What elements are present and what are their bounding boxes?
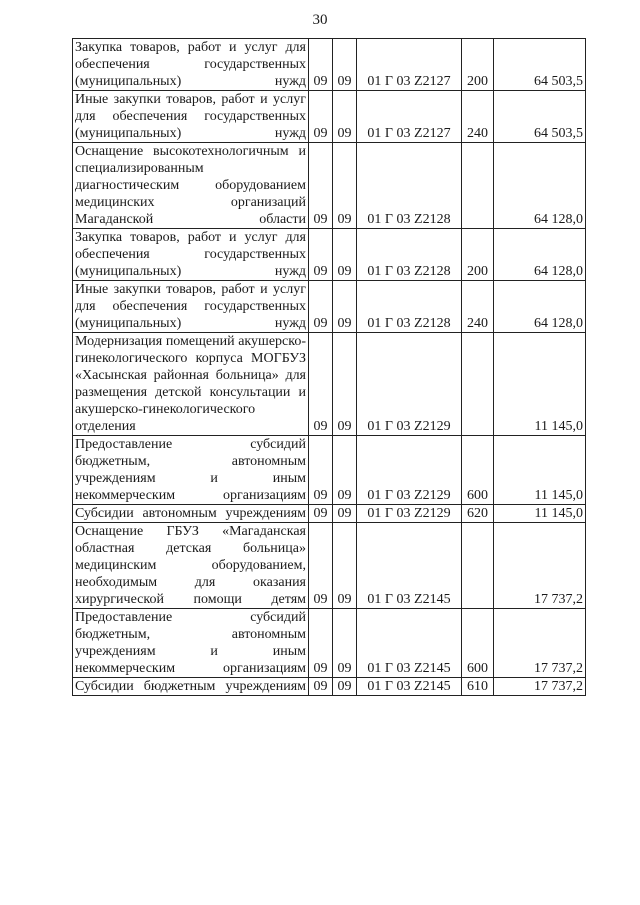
row-description	[73, 436, 309, 505]
row-description-text: Предоставление субсидий бюджетным, автономным учреждениям и иным некоммерческим организациям	[75, 610, 306, 676]
row-description	[73, 609, 309, 678]
row-subsection-code: 09	[333, 281, 357, 333]
row-subsection-code: 09	[333, 333, 357, 436]
row-expense-type: 240	[462, 91, 494, 143]
row-subsection-code: 09	[333, 678, 357, 696]
row-target-article: 01 Г 03 Z2127	[357, 39, 462, 91]
budget-table	[72, 38, 586, 696]
table-row	[73, 333, 586, 436]
row-description-text: Предоставление субсидий бюджетным, автономным учреждениям и иным некоммерческим организациям	[75, 437, 306, 503]
row-target-article: 01 Г 03 Z2145	[357, 678, 462, 696]
row-target-article: 01 Г 03 Z2129	[357, 333, 462, 436]
table-row	[73, 229, 586, 281]
row-amount: 64 128,0	[494, 281, 586, 333]
row-expense-type	[462, 523, 494, 609]
row-amount: 11 145,0	[494, 436, 586, 505]
table-row	[73, 281, 586, 333]
row-section-code: 09	[309, 333, 333, 436]
row-description-text: Закупка товаров, работ и услуг для обеспечения государственных (муниципальных) нужд	[75, 230, 306, 279]
row-subsection-code: 09	[333, 436, 357, 505]
row-subsection-code: 09	[333, 609, 357, 678]
row-section-code: 09	[309, 91, 333, 143]
row-target-article: 01 Г 03 Z2128	[357, 229, 462, 281]
row-target-article: 01 Г 03 Z2145	[357, 609, 462, 678]
row-expense-type	[462, 143, 494, 229]
row-description	[73, 229, 309, 281]
row-description-text: Оснащение высокотехнологичным и специализированным диагностическим оборудованием медицинских организаций Магаданской области	[75, 144, 306, 227]
table-row	[73, 143, 586, 229]
row-description	[73, 281, 309, 333]
row-target-article: 01 Г 03 Z2145	[357, 523, 462, 609]
row-section-code: 09	[309, 39, 333, 91]
row-description	[73, 39, 309, 91]
row-expense-type: 200	[462, 39, 494, 91]
row-expense-type: 200	[462, 229, 494, 281]
row-subsection-code: 09	[333, 229, 357, 281]
row-section-code: 09	[309, 281, 333, 333]
row-amount: 64 128,0	[494, 229, 586, 281]
row-amount: 64 503,5	[494, 39, 586, 91]
row-target-article: 01 Г 03 Z2128	[357, 281, 462, 333]
row-target-article: 01 Г 03 Z2129	[357, 436, 462, 505]
table-row	[73, 505, 586, 523]
row-description-text: Субсидии автономным учреждениям	[75, 506, 306, 521]
row-expense-type: 610	[462, 678, 494, 696]
page-number: 30	[312, 12, 328, 28]
table-row	[73, 436, 586, 505]
row-amount: 64 128,0	[494, 143, 586, 229]
row-subsection-code: 09	[333, 505, 357, 523]
table-row	[73, 678, 586, 696]
row-target-article: 01 Г 03 Z2128	[357, 143, 462, 229]
table-row	[73, 39, 586, 91]
row-description-text: Закупка товаров, работ и услуг для обеспечения государственных (муниципальных) нужд	[75, 40, 306, 89]
row-section-code: 09	[309, 609, 333, 678]
row-section-code: 09	[309, 523, 333, 609]
row-subsection-code: 09	[333, 91, 357, 143]
row-section-code: 09	[309, 229, 333, 281]
row-amount: 64 503,5	[494, 91, 586, 143]
row-section-code: 09	[309, 436, 333, 505]
row-description	[73, 678, 309, 696]
row-section-code: 09	[309, 505, 333, 523]
row-subsection-code: 09	[333, 143, 357, 229]
row-target-article: 01 Г 03 Z2127	[357, 91, 462, 143]
row-amount: 17 737,2	[494, 523, 586, 609]
row-description-text: Субсидии бюджетным учреждениям	[75, 679, 306, 694]
budget-table-body	[73, 39, 586, 696]
table-row	[73, 609, 586, 678]
table-row	[73, 91, 586, 143]
row-description	[73, 91, 309, 143]
row-amount: 17 737,2	[494, 678, 586, 696]
row-description-text: Иные закупки товаров, работ и услуг для обеспечения государственных (муниципальных) нужд	[75, 92, 306, 141]
row-expense-type	[462, 333, 494, 436]
row-description	[73, 505, 309, 523]
row-amount: 11 145,0	[494, 333, 586, 436]
row-section-code: 09	[309, 678, 333, 696]
row-amount: 17 737,2	[494, 609, 586, 678]
table-row	[73, 523, 586, 609]
row-description-text: Оснащение ГБУЗ «Магаданская областная детская больница» медицинским оборудованием, необходимым для оказания хирургической помощи детям	[75, 524, 306, 607]
row-expense-type: 600	[462, 609, 494, 678]
row-expense-type: 620	[462, 505, 494, 523]
row-amount: 11 145,0	[494, 505, 586, 523]
row-description-text: Модернизация помещений акушерско-гинекологического корпуса МОГБУЗ «Хасынская районная больница» для размещения детской консультации и акушерско-гинекологического отделения	[75, 334, 306, 434]
row-target-article: 01 Г 03 Z2129	[357, 505, 462, 523]
row-expense-type: 600	[462, 436, 494, 505]
row-subsection-code: 09	[333, 523, 357, 609]
row-subsection-code: 09	[333, 39, 357, 91]
row-description	[73, 523, 309, 609]
row-description	[73, 143, 309, 229]
row-section-code: 09	[309, 143, 333, 229]
row-expense-type: 240	[462, 281, 494, 333]
row-description-text: Иные закупки товаров, работ и услуг для обеспечения государственных (муниципальных) нужд	[75, 282, 306, 331]
row-description	[73, 333, 309, 436]
